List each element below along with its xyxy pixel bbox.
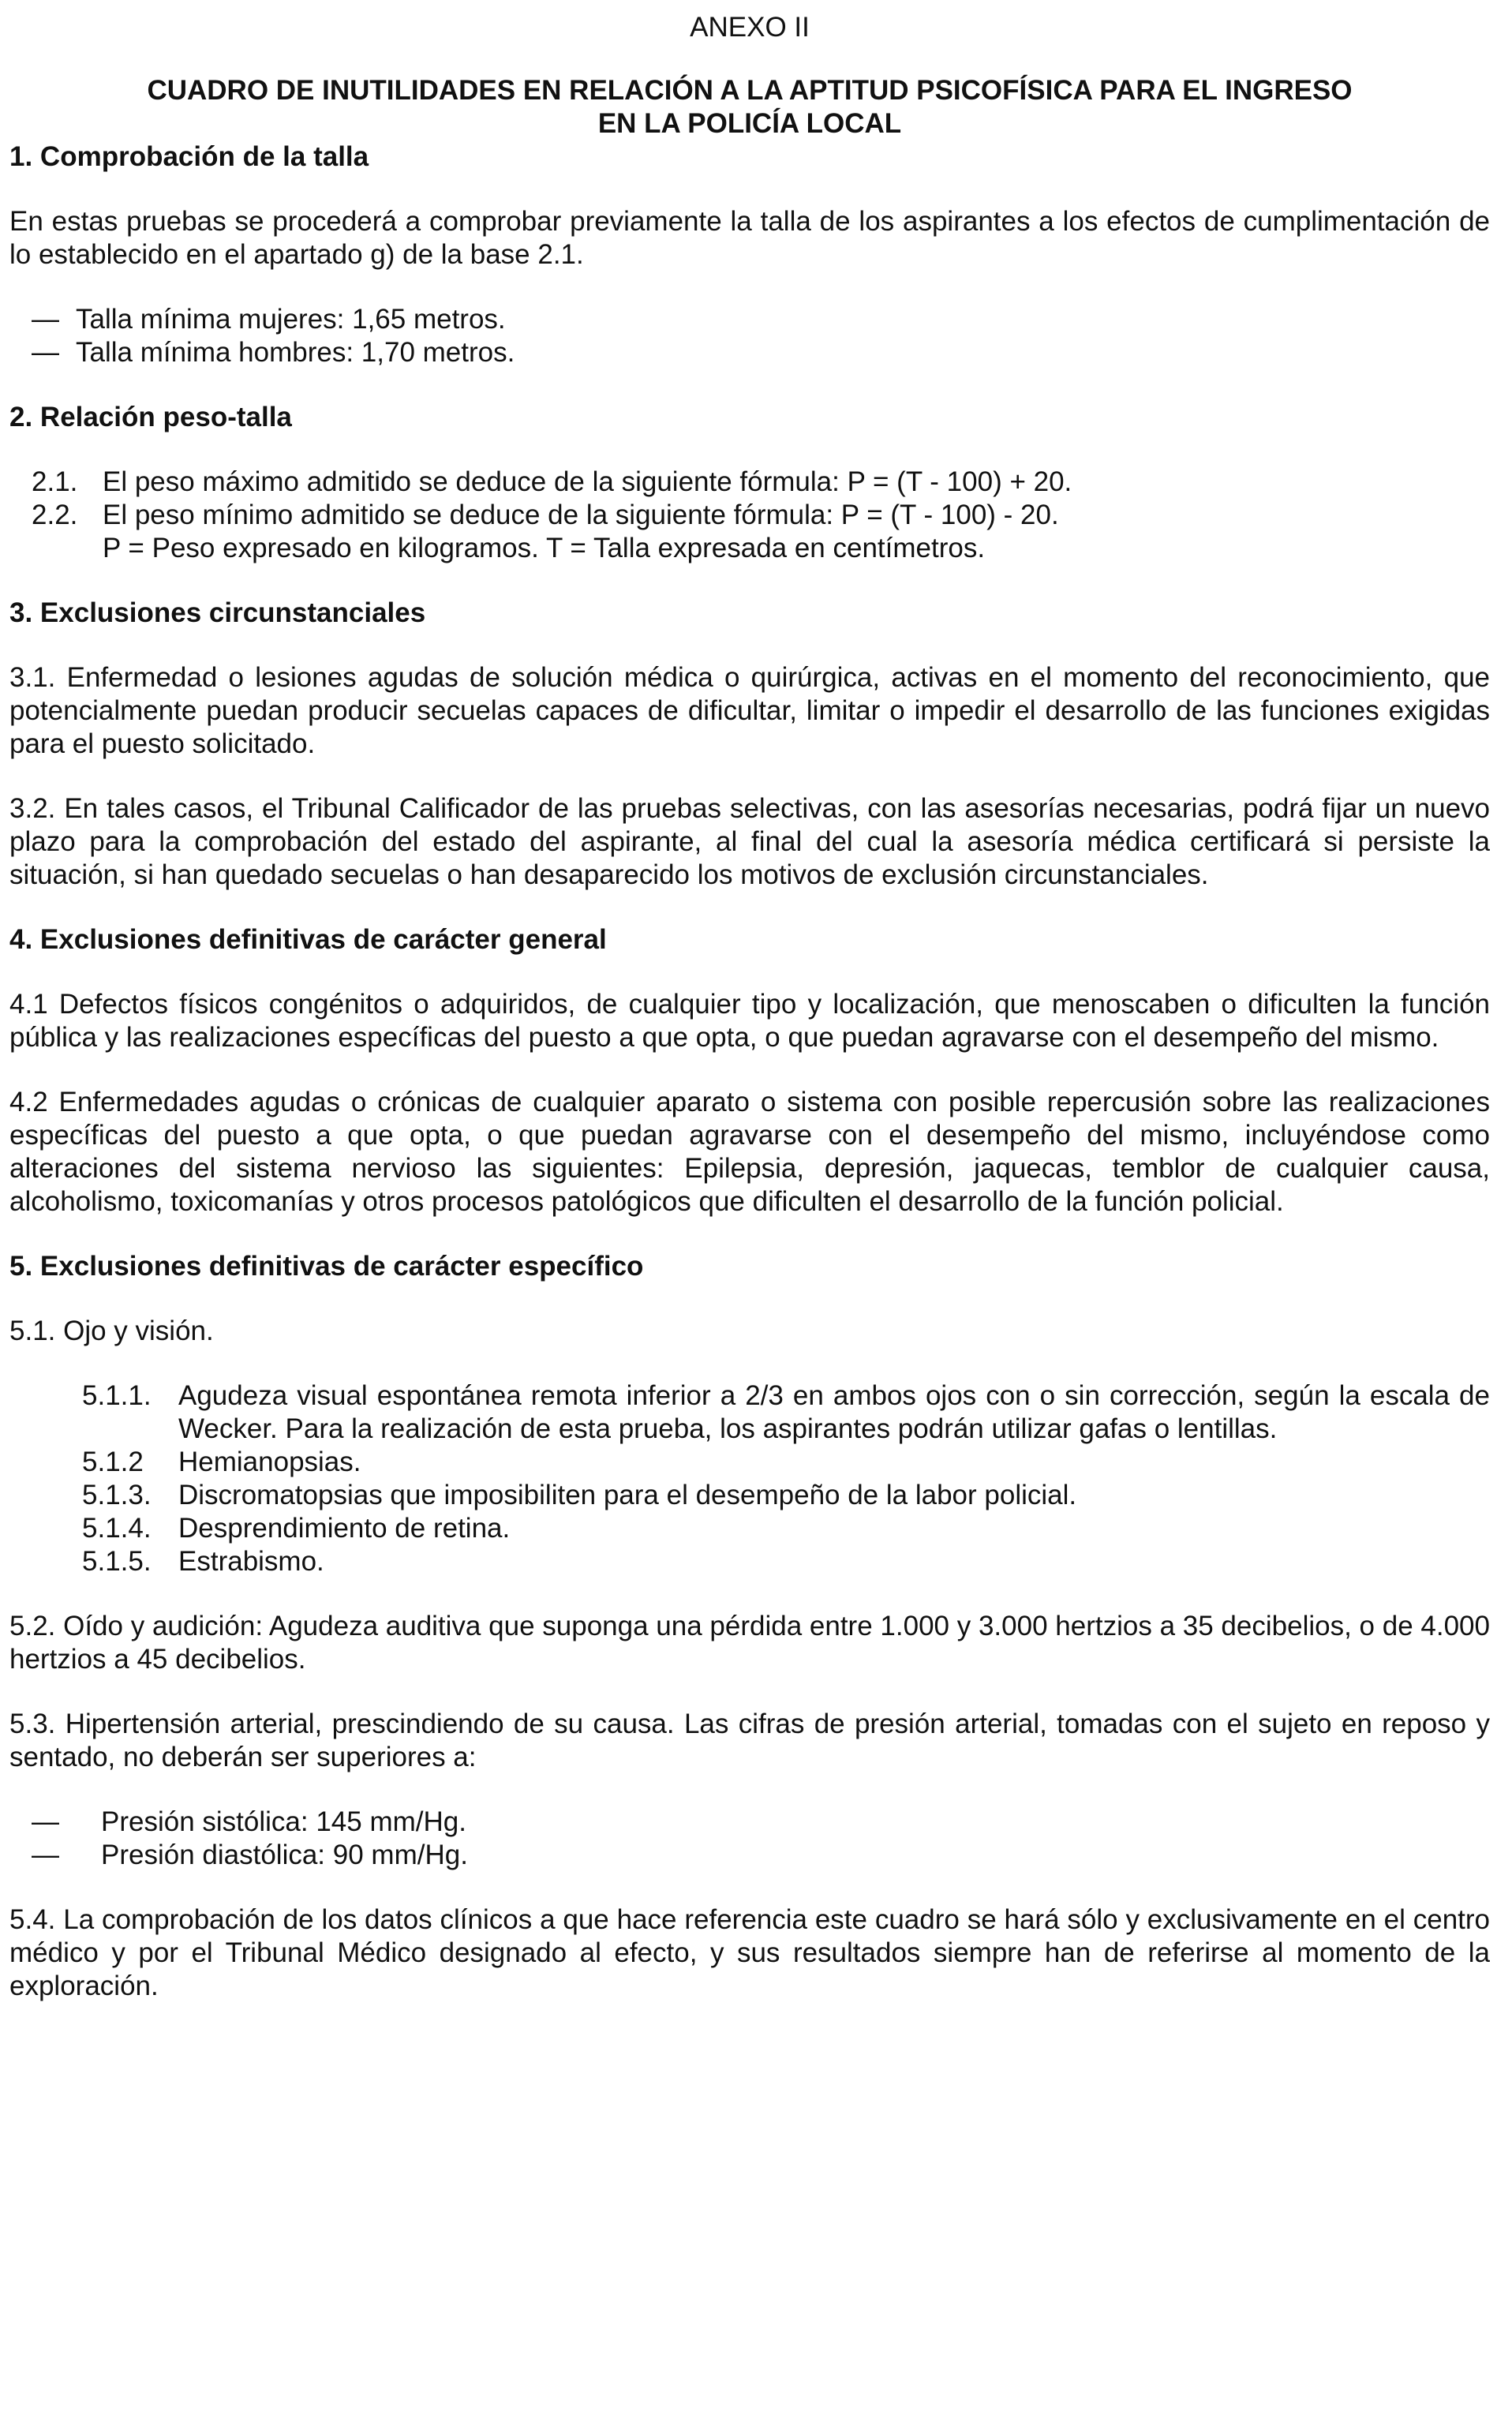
- formula-note: P = Peso expresado en kilogramos. T = Talla expresada en centímetros.: [103, 533, 986, 563]
- section-5-4-paragraph: 5.4. La comprobación de los datos clínicos a que hace referencia este cuadro se hará sólo y exclusivamente en el centro médico y por el Tribunal Médico designado al efecto, y sus resultados siempre han de referirse al momento de la exploración.: [9, 1904, 1490, 2001]
- item-number: 5.1.3.: [82, 1480, 152, 1510]
- document-page: [9, 11, 1490, 2003]
- section-1-heading: 1. Comprobación de la talla: [9, 141, 369, 172]
- list-item: [9, 1839, 1490, 1872]
- section-4-heading: 4. Exclusiones definitivas de carácter general: [9, 924, 607, 955]
- list-item-text: El peso mínimo admitido se deduce de la siguiente fórmula: P = (T - 100) - 20.: [103, 500, 1059, 530]
- list-item: [9, 1512, 1490, 1545]
- list-item: [9, 1479, 1490, 1512]
- list-item-text: Talla mínima mujeres: 1,65 metros.: [76, 304, 506, 335]
- dash-marker: —: [32, 337, 59, 368]
- dash-marker: —: [32, 304, 59, 335]
- item-number: 5.1.1.: [82, 1380, 152, 1411]
- item-number: 2.2.: [32, 500, 78, 530]
- list-item: [9, 1379, 1490, 1446]
- list-item-text: El peso máximo admitido se deduce de la siguiente fórmula: P = (T - 100) + 20.: [103, 466, 1072, 497]
- list-item-text: Discromatopsias que imposibiliten para el desempeño de la labor policial.: [178, 1480, 1077, 1510]
- section-3-heading: 3. Exclusiones circunstanciales: [9, 597, 426, 628]
- dash-marker: —: [32, 1806, 59, 1837]
- list-item-text: Hemianopsias.: [178, 1447, 361, 1477]
- list-item: [9, 336, 1490, 369]
- item-number: 5.1.5.: [82, 1546, 152, 1577]
- section-4-2-paragraph: 4.2 Enfermedades agudas o crónicas de cualquier aparato o sistema con posible repercusión sobre las realizaciones específicas del puesto a que opta, o que puedan agravarse con el desempeño del mismo, incluyéndose como alteraciones del sistema nervioso las siguientes: Epilepsia, depresión, jaquecas, temblor de cualquier causa, alcoholismo, toxicomanías y otros procesos patológicos que dificulten el desarrollo de la función policial.: [9, 1087, 1490, 1217]
- section-5-1-paragraph: 5.1. Ojo y visión.: [9, 1316, 214, 1346]
- section-4-1-paragraph: 4.1 Defectos físicos congénitos o adquiridos, de cualquier tipo y localización, que menoscaben o dificulten la función pública y las realizaciones específicas del puesto a que opta, o que puedan agravarse con el desempeño del mismo.: [9, 989, 1490, 1053]
- list-item-text: Talla mínima hombres: 1,70 metros.: [76, 337, 515, 368]
- section-5-3-paragraph: 5.3. Hipertensión arterial, prescindiendo de su causa. Las cifras de presión arterial, tomadas con el sujeto en reposo y sentado, no deberán ser superiores a:: [9, 1709, 1490, 1772]
- section-3-1-paragraph: 3.1. Enfermedad o lesiones agudas de solución médica o quirúrgica, activas en el momento del reconocimiento, que potencialmente puedan producir secuelas capaces de dificultar, limitar o impedir el desarrollo de las funciones exigidas para el puesto solicitado.: [9, 662, 1490, 759]
- item-number: 2.1.: [32, 466, 78, 497]
- list-item: [9, 1806, 1490, 1839]
- section-1-paragraph: En estas pruebas se procederá a comprobar previamente la talla de los aspirantes a los efectos de cumplimentación de lo establecido en el apartado g) de la base 2.1.: [9, 206, 1490, 270]
- item-number: 5.1.2: [82, 1447, 144, 1477]
- item-number: 5.1.4.: [82, 1513, 152, 1544]
- list-item: [9, 499, 1490, 532]
- list-item-text: Presión diastólica: 90 mm/Hg.: [101, 1840, 468, 1870]
- list-item-text: Estrabismo.: [178, 1546, 324, 1577]
- dash-marker: —: [32, 1840, 59, 1870]
- section-5-2-paragraph: 5.2. Oído y audición: Agudeza auditiva que suponga una pérdida entre 1.000 y 3.000 hertzios a 35 decibelios, o de 4.000 hertzios a 45 decibelios.: [9, 1611, 1490, 1675]
- list-item-text: Desprendimiento de retina.: [178, 1513, 511, 1544]
- annex-label: ANEXO II: [690, 12, 810, 43]
- document-title-line-2: EN LA POLICÍA LOCAL: [597, 108, 902, 139]
- section-3-2-paragraph: 3.2. En tales casos, el Tribunal Calificador de las pruebas selectivas, con las asesorías necesarias, podrá fijar un nuevo plazo para la comprobación del estado del aspirante, al final del cual la asesoría médica certificará si persiste la situación, si han quedado secuelas o han desaparecido los motivos de exclusión circunstanciales.: [9, 793, 1490, 890]
- list-item: [9, 466, 1490, 499]
- document-title-line-1: CUADRO DE INUTILIDADES EN RELACIÓN A LA APTITUD PSICOFÍSICA PARA EL INGRESO: [147, 75, 1353, 106]
- section-2-heading: 2. Relación peso-talla: [9, 402, 292, 432]
- list-item-text: Presión sistólica: 145 mm/Hg.: [101, 1806, 466, 1837]
- list-item: [9, 1446, 1490, 1479]
- list-item-text: Agudeza visual espontánea remota inferior a 2/3 en ambos ojos con o sin corrección, según la escala de Wecker. Para la realización de esta prueba, los aspirantes podrán utilizar gafas o lentillas.: [178, 1380, 1490, 1444]
- list-item: [9, 1545, 1490, 1578]
- list-item: [9, 303, 1490, 336]
- section-5-heading: 5. Exclusiones definitivas de carácter específico: [9, 1251, 644, 1282]
